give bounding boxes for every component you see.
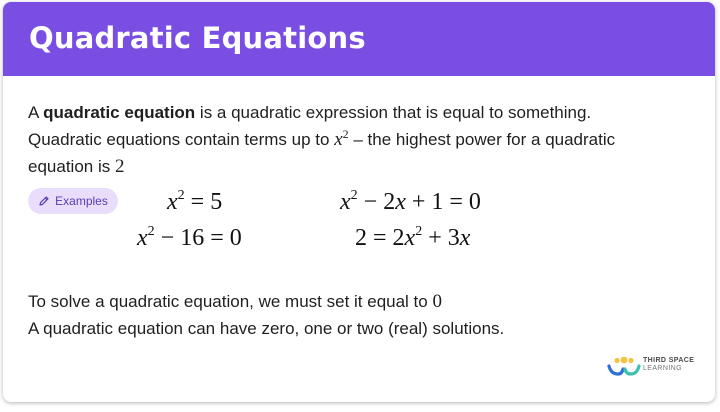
examples-label: Examples (55, 194, 108, 208)
math-var: x (334, 129, 343, 150)
eq-var: x (340, 189, 351, 215)
intro-line2-text: Quadratic equations contain terms up to (28, 130, 335, 149)
equation-2 (340, 189, 481, 216)
eq-exp: 2 (177, 188, 185, 203)
examples-badge (28, 188, 118, 214)
eq-rest: + 3 (422, 225, 460, 251)
third-space-logo-icon (606, 355, 642, 377)
lesson-card (3, 2, 715, 402)
intro-math-two: 2 (114, 156, 125, 177)
intro-line2-suffix: – the highest power for a quadratic (348, 130, 616, 149)
intro-math-power (334, 129, 348, 150)
outro-math-zero: 0 (432, 291, 442, 312)
eq-exp: 2 (147, 224, 155, 239)
outro-paragraph (28, 288, 698, 342)
eq-pre: 2 = 2 (355, 225, 405, 251)
intro-line3-text: equation is (28, 157, 115, 176)
equation-4 (355, 225, 470, 252)
eq-rest: − 16 = 0 (154, 225, 242, 251)
eq-var-2: x (459, 225, 471, 251)
math-exp: 2 (342, 127, 349, 141)
intro-line-3 (28, 153, 698, 180)
eq-rest: = 5 (184, 189, 223, 215)
intro-rest: is a quadratic expression that is equal to something. (195, 103, 592, 122)
intro-paragraph (28, 99, 698, 180)
outro-line-1 (28, 288, 698, 315)
eq-exp: 2 (415, 224, 423, 239)
brand-wordmark (643, 357, 694, 373)
outro-line1-text: To solve a quadratic equation, we must set it equal to (28, 292, 433, 311)
eq-var-2: x (395, 189, 406, 215)
eq-rest: − 2 (357, 189, 396, 215)
intro-line-2 (28, 126, 698, 153)
intro-prefix: A (28, 103, 44, 122)
eq-rest-2: + 1 = 0 (405, 189, 481, 215)
eq-var: x (404, 225, 416, 251)
brand-sub: LEARNING (643, 365, 682, 372)
equation-3 (137, 225, 242, 252)
header-bar (3, 2, 715, 76)
page-title: Quadratic Equations (29, 21, 366, 55)
outro-line-2: A quadratic equation can have zero, one or two (real) solutions. (28, 319, 505, 338)
eq-var: x (167, 189, 178, 215)
equation-1 (167, 189, 222, 216)
brand-name: THIRD SPACE (643, 357, 695, 364)
intro-term: quadratic equation (43, 103, 196, 122)
eq-var: x (137, 225, 148, 251)
eq-exp: 2 (350, 188, 358, 203)
intro-line-1 (28, 99, 698, 126)
pencil-icon (38, 195, 50, 207)
